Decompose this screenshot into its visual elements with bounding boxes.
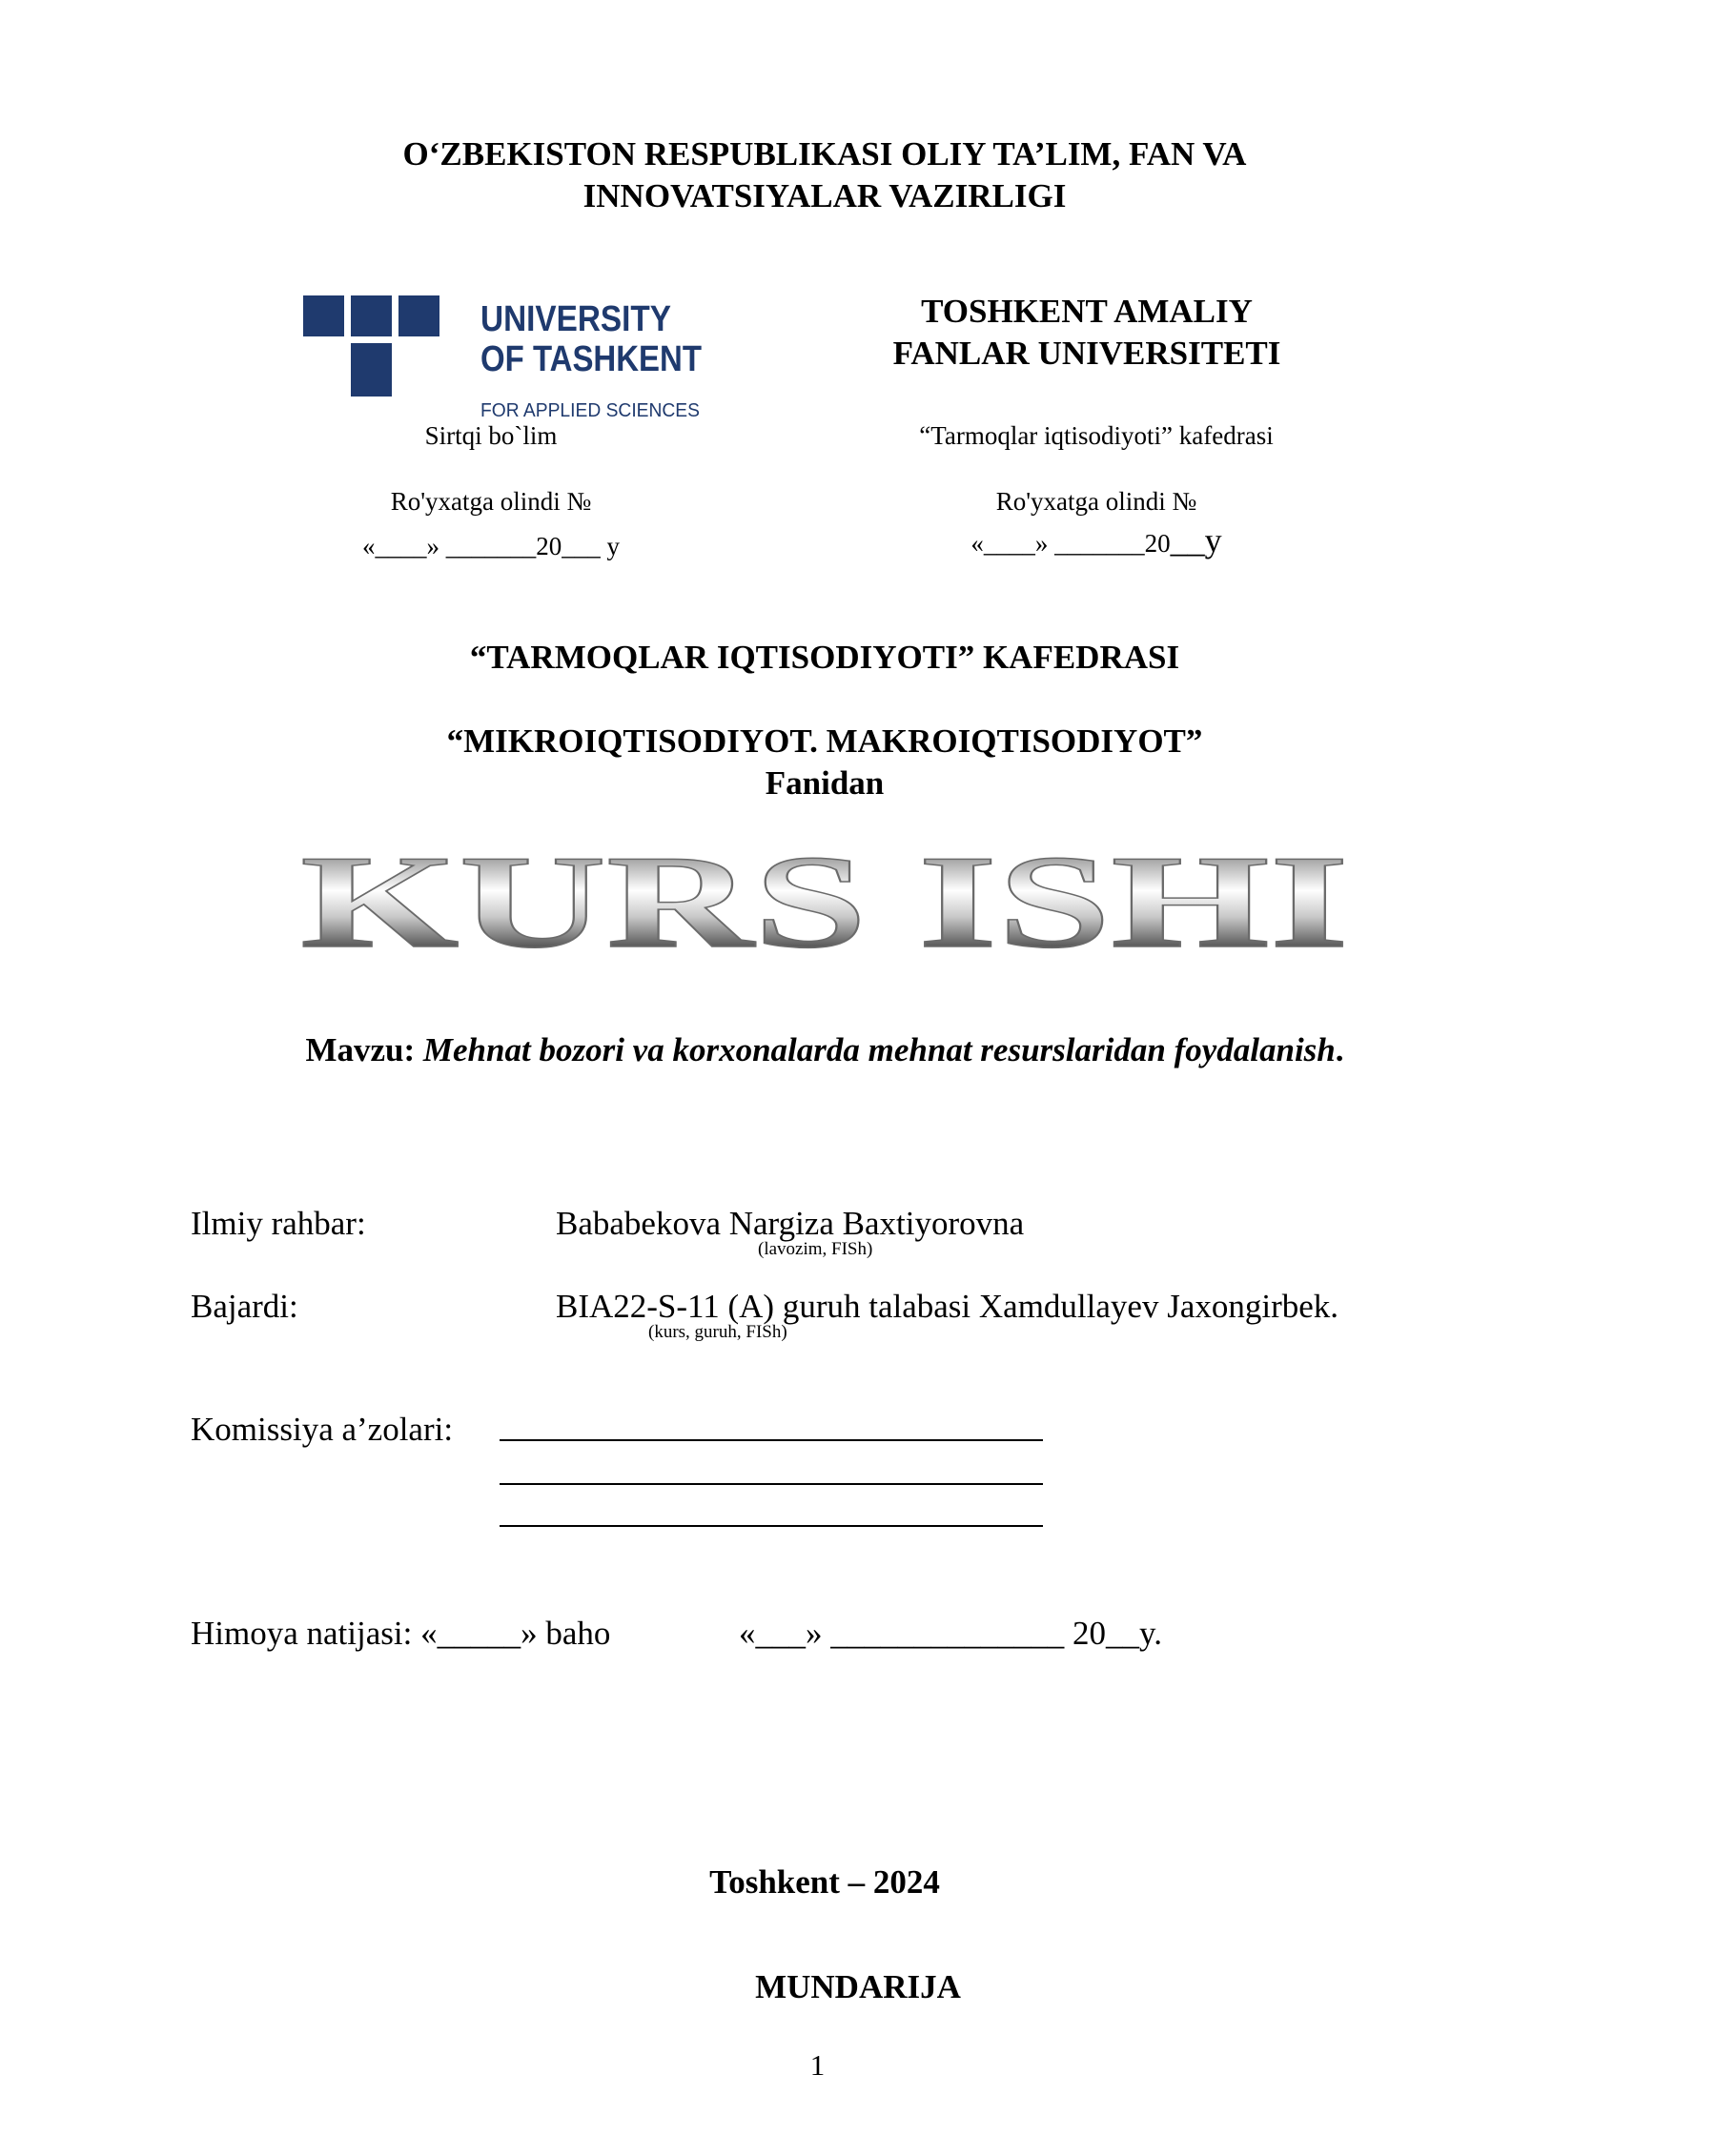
topic-text: Mehnat bozori va korxonalarda mehnat resurslaridan foydalanish xyxy=(422,1031,1336,1068)
topic-label: Mavzu: xyxy=(305,1031,423,1068)
kafedra-title: “TARMOQLAR IQTISODIYOTI” KAFEDRASI xyxy=(469,639,1180,676)
university-line-1: TOSHKENT AMALIY xyxy=(921,293,1253,330)
commission-label: Komissiya a’zolari: xyxy=(191,1411,454,1448)
right-date-line xyxy=(848,521,1344,559)
subject-title xyxy=(0,721,1649,804)
logo-text-line-2: OF TASHKENT xyxy=(480,339,702,379)
commission-member-line-2[interactable] xyxy=(500,1483,1043,1485)
ministry-line-1: O‘ZBEKISTON RESPUBLIKASI OLIY TA’LIM, FAN VA xyxy=(402,135,1247,173)
commission-member-line-1[interactable] xyxy=(500,1439,1043,1441)
supervisor-name: Bababekova Nargiza Baxtiyorovna xyxy=(556,1205,1025,1242)
university-line-2: FANLAR UNIVERSITETI xyxy=(892,335,1281,372)
university-name xyxy=(839,291,1335,375)
right-registered: Ro'yxatga olindi № xyxy=(995,487,1197,516)
right-date-suffix: __y xyxy=(1170,521,1222,559)
student-label: Bajardi: xyxy=(191,1288,298,1325)
ministry-header xyxy=(0,133,1649,217)
student-name: BIA22-S-11 (A) guruh talabasi Xamdullayev Jaxongirbek. xyxy=(556,1288,1339,1325)
city-year: Toshkent – 2024 xyxy=(709,1863,940,1901)
subject-line-2: Fanidan xyxy=(765,764,885,802)
student-hint: (kurs, guruh, FISh) xyxy=(648,1322,787,1342)
defense-result: Himoya natijasi: «_____» baho xyxy=(191,1615,611,1652)
supervisor-hint: (lavozim, FISh) xyxy=(758,1239,873,1259)
topic-end: . xyxy=(1335,1031,1344,1068)
supervisor-label: Ilmiy rahbar: xyxy=(191,1205,366,1242)
right-department: “Tarmoqlar iqtisodiyoti” kafedrasi xyxy=(919,421,1274,450)
subject-line-1: “MIKROIQTISODIYOT. MAKROIQTISODIYOT” xyxy=(446,722,1203,760)
topic xyxy=(0,1029,1649,1071)
ministry-line-2: INNOVATSIYALAR VAZIRLIGI xyxy=(582,177,1067,214)
logo-text-line-1: UNIVERSITY xyxy=(480,299,671,339)
university-logo xyxy=(303,291,704,419)
kurs-ishi-banner xyxy=(296,827,1354,976)
page-number: 1 xyxy=(809,2048,826,2082)
commission-member-line-3[interactable] xyxy=(500,1525,1043,1527)
left-date-line: «____» _______20___ y xyxy=(362,532,620,560)
contents-heading: MUNDARIJA xyxy=(755,1968,961,2005)
defense-date: «___» ______________ 20__y. xyxy=(739,1615,1162,1652)
left-department: Sirtqi bo`lim xyxy=(424,421,558,450)
kurs-ishi-text: KURS ISHI xyxy=(300,828,1349,976)
right-date-prefix: «____» _______20 xyxy=(970,529,1171,558)
logo-text-line-3: FOR APPLIED SCIENCES xyxy=(480,400,700,421)
left-registered: Ro'yxatga olindi № xyxy=(390,487,592,516)
